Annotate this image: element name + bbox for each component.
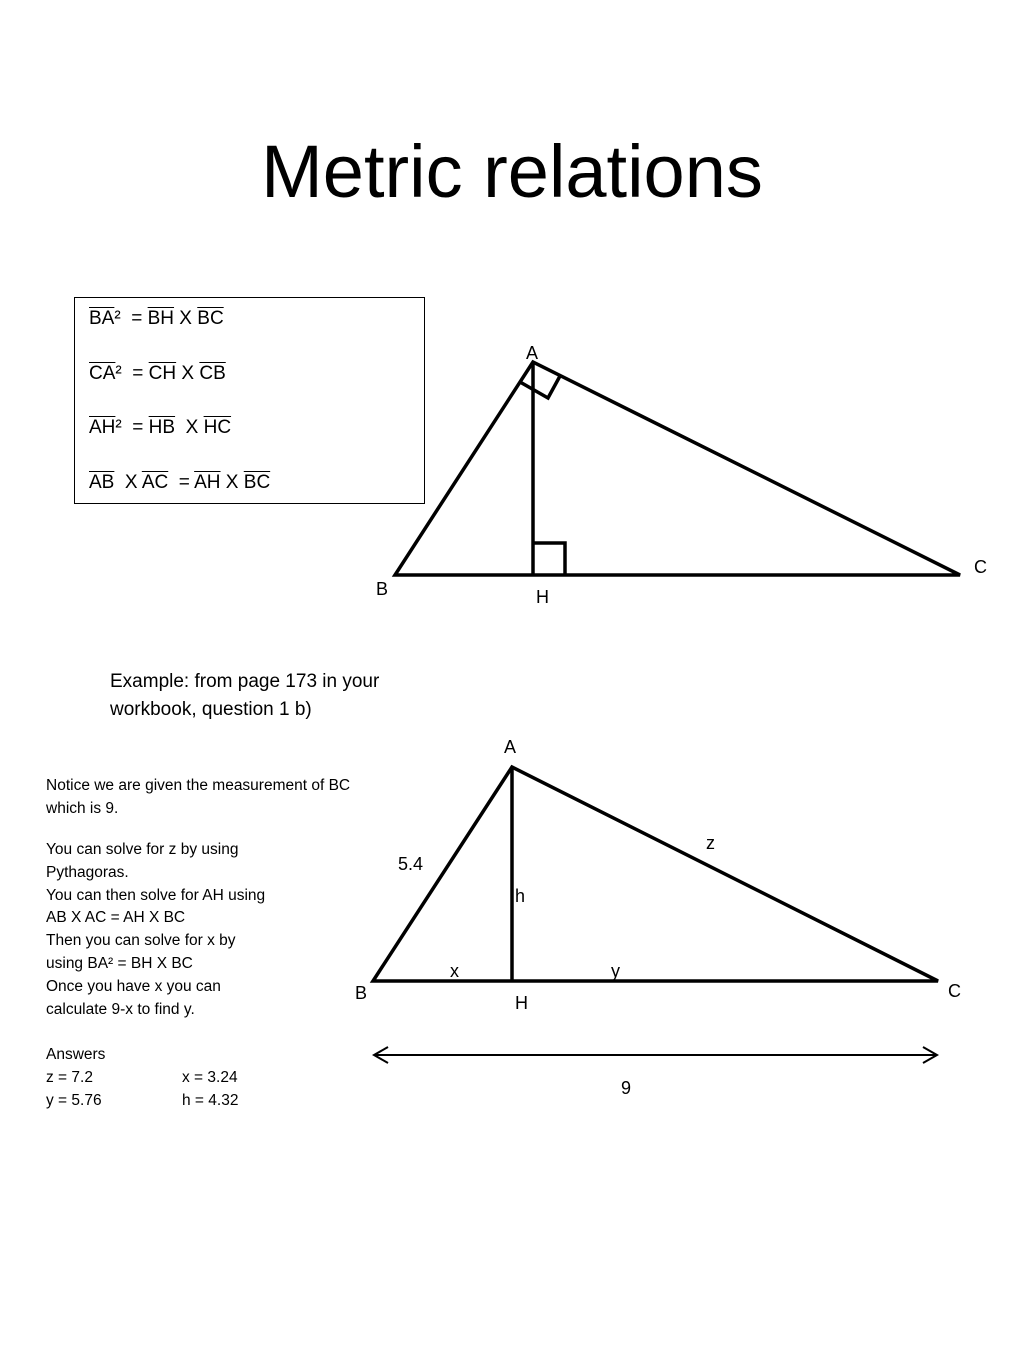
answer-value: x = 3.24 (182, 1068, 238, 1086)
segment: $\overline{AH}$ (194, 472, 221, 493)
text-line: Pythagoras. (46, 863, 129, 881)
text-line: Once you have x you can (46, 977, 221, 995)
bc-length-arrow (374, 1047, 937, 1063)
times: X (174, 308, 198, 329)
times: X (220, 472, 244, 493)
answers-block (46, 1044, 238, 1112)
text-line: Then you can solve for x by (46, 932, 236, 950)
label-side-ac: z (706, 833, 715, 853)
text-line: Notice we are given the measurement of BC (46, 777, 351, 794)
page-title: Metric relations (261, 130, 763, 213)
segment: $\overline{HB}$ (148, 417, 176, 438)
segment: $\overline{AH}$ (89, 417, 116, 438)
label-a: A (504, 737, 517, 757)
answer-value: z = 7.2 (46, 1068, 93, 1086)
label-a: A (526, 343, 539, 363)
segment: $\overline{CA}$ (89, 363, 116, 384)
triangle-abc (373, 767, 938, 981)
label-side-ab: 5.4 (398, 854, 424, 874)
times: X (114, 472, 142, 493)
label-b: B (355, 983, 368, 1003)
exponent: ² (114, 308, 121, 329)
answer-row (46, 1090, 238, 1113)
text-line: using BA² = BH X BC (46, 954, 193, 972)
solution-steps (46, 839, 406, 1021)
segment: $\overline{AC}$ (141, 472, 169, 493)
times: X (176, 363, 200, 384)
exponent: ² (115, 417, 122, 438)
right-angle-marker-a (520, 376, 560, 398)
label-h: H (515, 993, 528, 1013)
segment: $\overline{BC}$ (197, 308, 224, 329)
text-line: calculate 9-x to find y. (46, 1000, 195, 1018)
label-segment-hc: y (611, 961, 620, 981)
label-c: C (974, 557, 987, 577)
text-line: which is 9. (46, 799, 119, 817)
label-h: H (536, 587, 549, 607)
answer-row (46, 1067, 238, 1090)
segment: $\overline{CB}$ (199, 363, 226, 384)
equals: = (121, 417, 149, 438)
triangle-diagram-2 (373, 767, 938, 981)
segment: $\overline{AB}$ (89, 472, 115, 493)
segment: $\overline{CH}$ (148, 363, 177, 384)
segment: $\overline{BA}$ (89, 308, 115, 329)
times: X (175, 417, 204, 438)
segment: $\overline{BH}$ (147, 308, 175, 329)
triangle-diagram-1 (395, 362, 960, 575)
segment: $\overline{HC}$ (203, 417, 232, 438)
answers-heading: Answers (46, 1046, 106, 1063)
answer-value: y = 5.76 (46, 1091, 102, 1109)
answer-value: h = 4.32 (182, 1091, 239, 1109)
segment: $\overline{BC}$ (243, 472, 271, 493)
equals: = (121, 363, 149, 384)
triangle-abc (395, 362, 960, 575)
text-line: You can then solve for AH using (46, 886, 266, 904)
right-angle-marker-h (533, 543, 565, 575)
label-length-bc: 9 (621, 1078, 632, 1098)
example-intro: Example: from page 173 in your workbook, question 1 b) (110, 671, 380, 720)
label-height-ah: h (515, 886, 526, 906)
text-line: AB X AC = AH X BC (46, 909, 186, 927)
label-segment-bh: x (450, 961, 459, 981)
notice-text (46, 775, 406, 821)
exponent: ² (115, 363, 122, 384)
label-b: B (376, 579, 389, 599)
text-line: You can solve for z by using (46, 841, 239, 858)
equals: = (120, 308, 148, 329)
equals: = (168, 472, 195, 493)
label-c: C (948, 981, 961, 1001)
